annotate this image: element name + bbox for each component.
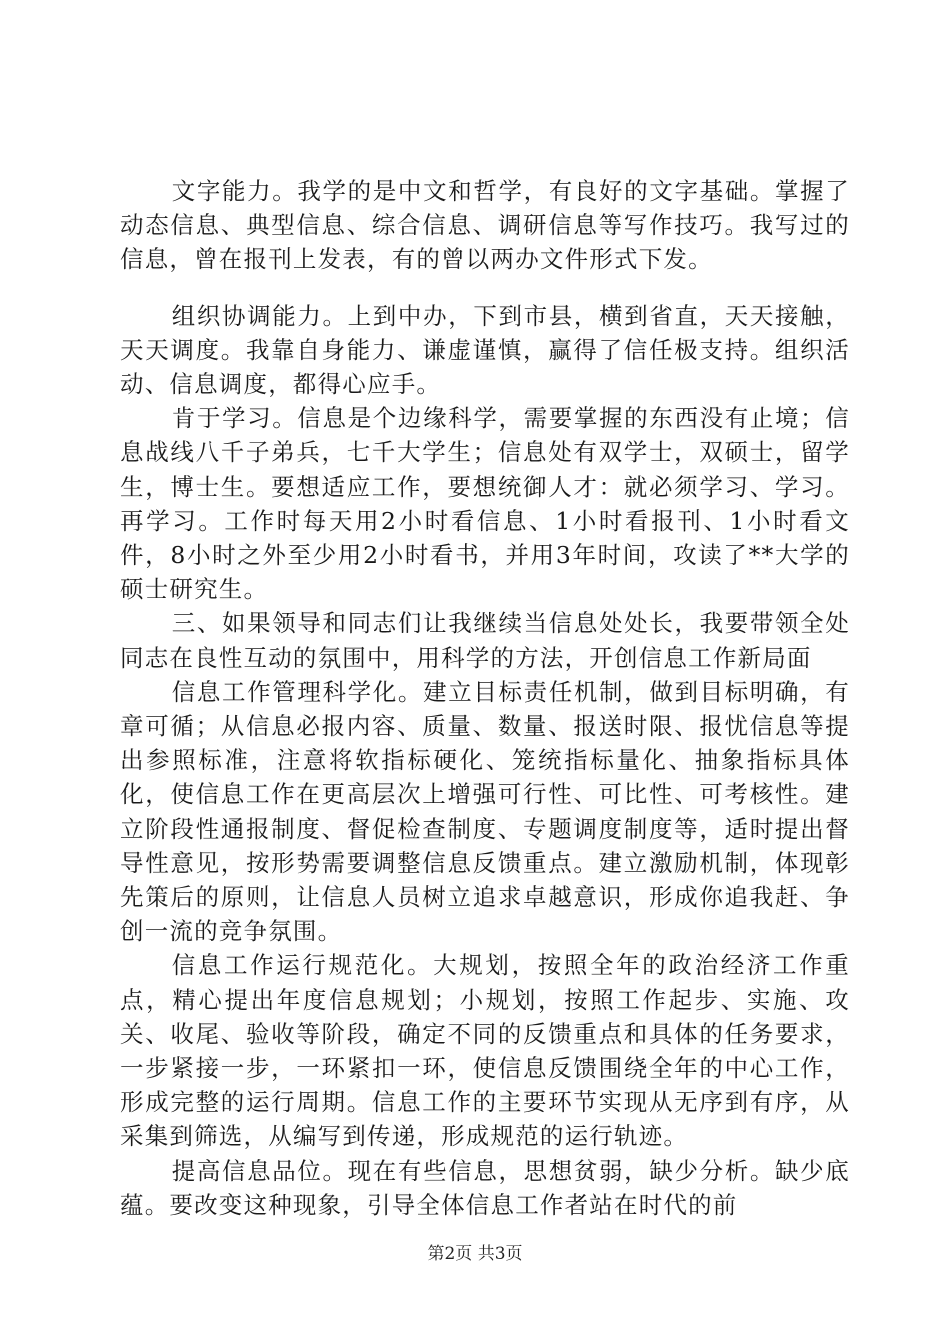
page-footer: 第2页 共3页 <box>427 1244 523 1264</box>
paragraph-scientific-management: 信息工作管理科学化。建立目标责任机制，做到目标明确，有章可循；从信息必报内容、质量、数量、报送时限、报忧信息等提出参照标准，注意将软指标硬化、笼统指标量化、抽象指标具体化，使信息工作在更高层次上增强可行性、可比性、可考核性。建立阶段性通报制度、督促检查制度、专题调度制度等，适时提出督导性意见，按形势需要调整信息反馈重点。建立激励机制，体现彰先策后的原则，让信息人员树立追求卓越意识，形成你追我赶、争创一流的竞争氛围。 <box>120 677 850 946</box>
paragraph-standardized-operation: 信息工作运行规范化。大规划，按照全年的政治经济工作重点，精心提出年度信息规划；小规划，按照工作起步、实施、攻关、收尾、验收等阶段，确定不同的反馈重点和具体的任务要求，一步紧接一步，一环紧扣一环，使信息反馈围绕全年的中心工作，形成完整的运行周期。信息工作的主要环节实现从无序到有序，从采集到筛选，从编写到传递，形成规范的运行轨迹。 <box>120 951 850 1151</box>
paragraph-willing-to-learn: 肯于学习。信息是个边缘科学，需要掌握的东西没有止境；信息战线八千子弟兵，七千大学生；信息处有双学士，双硕士，留学生，博士生。要想适应工作，要想统御人才：就必须学习、学习。再学习。工作时每天用2小时看信息、1小时看报刊、1小时看文件，8小时之外至少用2小时看书，并用3年时间，攻读了**大学的硕士研究生。 <box>120 404 850 604</box>
paragraph-improve-quality: 提高信息品位。现在有些信息，思想贫弱，缺少分析。缺少底蕴。要改变这种现象，引导全体信息工作者站在时代的前 <box>120 1156 850 1219</box>
paragraph-writing-ability: 文字能力。我学的是中文和哲学，有良好的文字基础。掌握了动态信息、典型信息、综合信息、调研信息等写作技巧。我写过的信息，曾在报刊上发表，有的曾以两办文件形式下发。 <box>120 177 850 274</box>
paragraph-coordination-ability: 组织协调能力。上到中办，下到市县，横到省直，天天接触，天天调度。我靠自身能力、谦虚谨慎，赢得了信任极支持。组织活动、信息调度，都得心应手。 <box>120 301 850 399</box>
document-body <box>120 174 850 1222</box>
paragraph-section-three-heading: 三、如果领导和同志们让我继续当信息处处长，我要带领全处同志在良性互动的氛围中，用科学的方法，开创信息工作新局面 <box>120 609 850 672</box>
